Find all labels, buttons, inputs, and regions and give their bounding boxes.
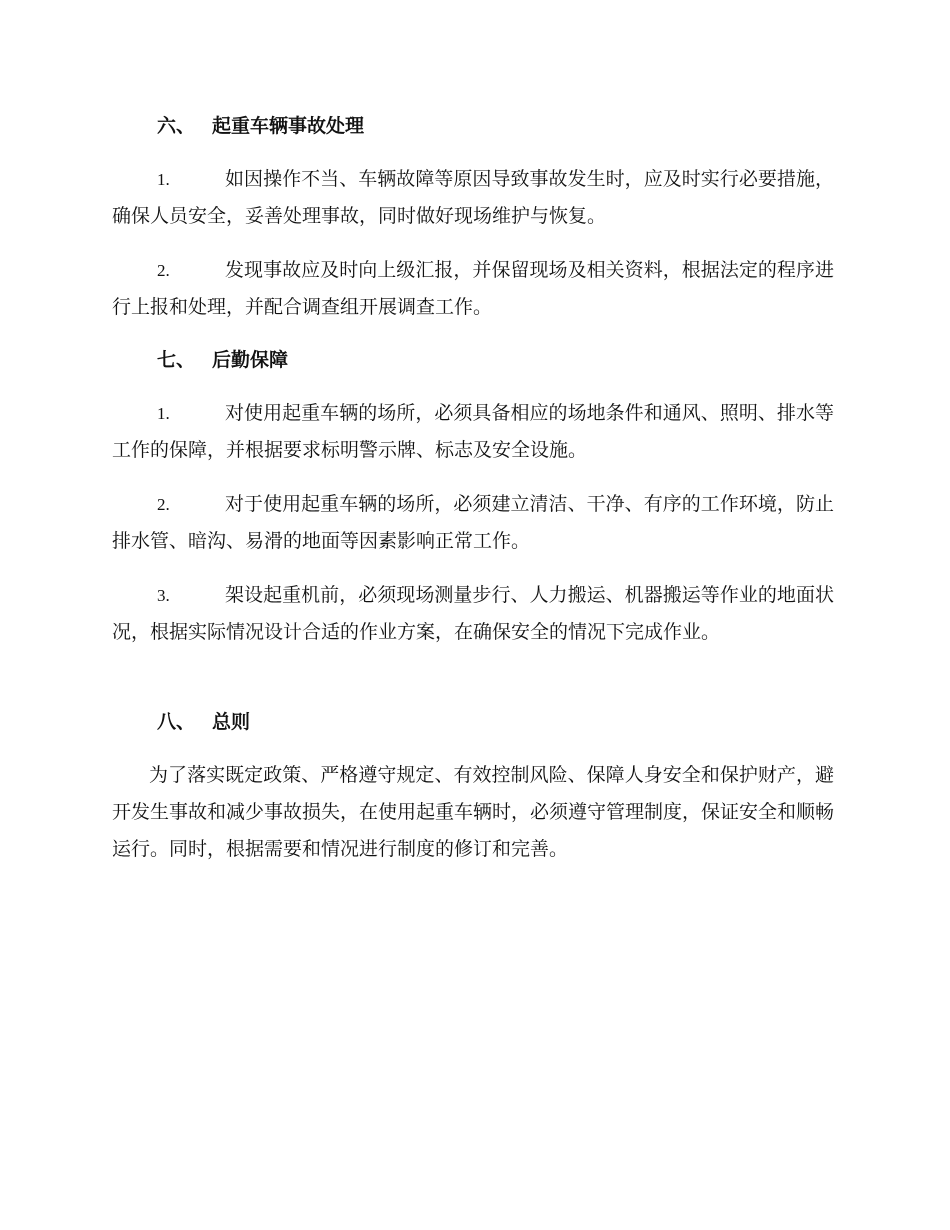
list-item <box>112 252 834 326</box>
summary-paragraph <box>112 757 834 868</box>
item-number: 1. <box>157 170 170 189</box>
section-heading-6 <box>157 114 364 138</box>
section-number: 六、 <box>157 115 196 137</box>
item-number: 2. <box>157 261 170 280</box>
item-text: 对于使用起重车辆的场所，必须建立清洁、干净、有序的工作环境，防止排水管、暗沟、易滑的地面等因素影响正常工作。 <box>112 493 834 552</box>
paragraph-text: 为了落实既定政策、严格遵守规定、有效控制风险、保障人身安全和保护财产，避开发生事故和减少事故损失，在使用起重车辆时，必须遵守管理制度，保证安全和顺畅运行。同时，根据需要和情况进行制度的修订和完善。 <box>112 764 835 860</box>
item-text: 发现事故应及时向上级汇报，并保留现场及相关资料，根据法定的程序进行上报和处理，并配合调查组开展调查工作。 <box>112 259 834 318</box>
section-number: 七、 <box>157 349 196 371</box>
item-text: 如因操作不当、车辆故障等原因导致事故发生时，应及时实行必要措施，确保人员安全，妥善处理事故，同时做好现场维护与恢复。 <box>112 168 834 227</box>
list-item <box>112 161 834 235</box>
section-heading-7 <box>157 348 288 372</box>
item-number: 2. <box>157 495 170 514</box>
item-text: 对使用起重车辆的场所，必须具备相应的场地条件和通风、照明、排水等工作的保障，并根据要求标明警示牌、标志及安全设施。 <box>112 402 834 461</box>
item-number: 3. <box>157 586 170 605</box>
section-heading-8 <box>157 710 250 734</box>
section-number: 八、 <box>157 711 196 733</box>
list-item <box>112 486 834 560</box>
section-title: 后勤保障 <box>212 349 289 371</box>
list-item <box>112 577 834 651</box>
section-title: 总则 <box>212 711 251 733</box>
section-title: 起重车辆事故处理 <box>212 115 365 137</box>
item-text: 架设起重机前，必须现场测量步行、人力搬运、机器搬运等作业的地面状况，根据实际情况设计合适的作业方案，在确保安全的情况下完成作业。 <box>112 584 834 643</box>
item-number: 1. <box>157 404 170 423</box>
list-item <box>112 395 834 469</box>
